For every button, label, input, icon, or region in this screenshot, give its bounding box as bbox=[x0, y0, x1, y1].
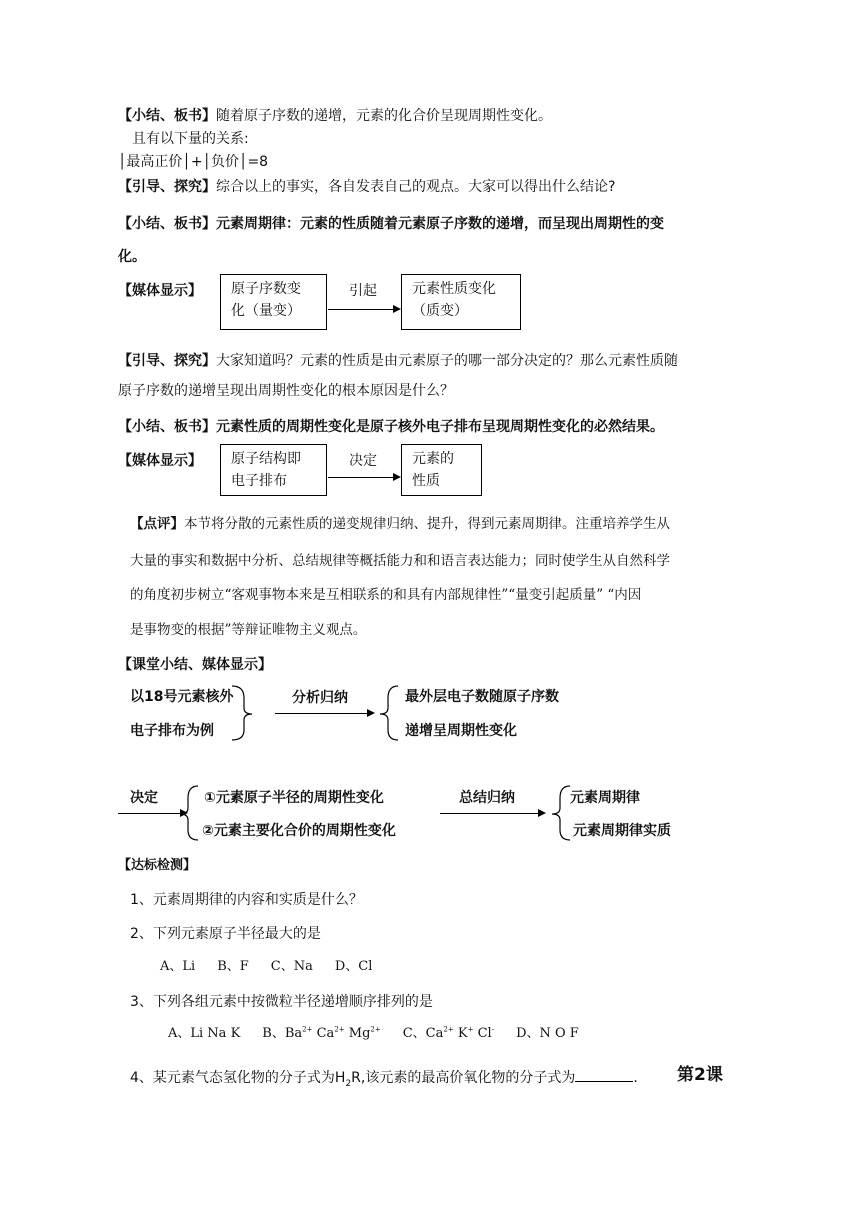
right-line-1: 最外层电子数随原子序数 bbox=[405, 689, 559, 705]
test-tag: 【达标检测】 bbox=[118, 858, 197, 873]
answer-blank[interactable] bbox=[575, 1067, 633, 1082]
effect-box bbox=[401, 274, 521, 330]
left-line-2: 电子排布为例 bbox=[130, 723, 214, 739]
question-4: 4、某元素气态氢化物的分子式为$H_2R$,该元素的最高价氧化物的分子式为 . bbox=[130, 1067, 638, 1088]
result-periodic-law-essence: 元素周期律实质 bbox=[573, 823, 671, 839]
comment-line-3: 的角度初步树立“客观事物本来是互相联系的和具有内部规律性”“量变引起质量” “内因 bbox=[130, 587, 642, 603]
result-item-1: ①元素原子半径的周期性变化 bbox=[204, 790, 384, 806]
effect-box-line-1: 元素性质变化 bbox=[412, 281, 496, 297]
guide-text: 综合以上的事实，各自发表自己的观点。大家可以得出什么结论? bbox=[216, 179, 616, 195]
question-3: 3、下列各组元素中按微粒半径递增顺序排列的是 bbox=[130, 994, 433, 1010]
decide-label: 决定 bbox=[130, 790, 158, 806]
right-brace-icon bbox=[230, 684, 260, 744]
structure-box-line-1: 原子结构即 bbox=[231, 451, 301, 467]
arrow-line bbox=[328, 309, 393, 310]
summary-line-2: 且有以下量的关系: bbox=[132, 131, 249, 147]
structure-box-line-2: 电子排布 bbox=[231, 473, 287, 489]
summary-paragraph-1 bbox=[118, 106, 552, 126]
analyze-label: 分析归纳 bbox=[292, 690, 348, 706]
guide-paragraph-2 bbox=[118, 351, 678, 371]
option-a[interactable]: A、Li bbox=[160, 959, 196, 974]
summary-tag: 【小结、板书】 bbox=[118, 216, 216, 232]
summary-tag: 【小结、板书】 bbox=[118, 419, 216, 435]
result-item-2: ②元素主要化合价的周期性变化 bbox=[202, 823, 396, 839]
effect-box-line-2: （质变） bbox=[412, 303, 468, 319]
summary-tag: 【小结、板书】 bbox=[118, 108, 216, 124]
conclude-label: 总结归纳 bbox=[459, 790, 515, 806]
arrow-line bbox=[328, 477, 393, 478]
structure-box bbox=[220, 444, 327, 496]
guide-tag: 【引导、探究】 bbox=[118, 179, 216, 195]
property-box-line-2: 性质 bbox=[412, 473, 440, 489]
question-3-options bbox=[168, 1025, 579, 1043]
arrow-head-icon bbox=[393, 305, 401, 313]
cause-box-line-1: 原子序数变 bbox=[231, 281, 301, 297]
decide-arrow-line bbox=[118, 813, 180, 814]
arrow-head-icon bbox=[367, 709, 375, 717]
arrow-label: 决定 bbox=[349, 453, 377, 469]
summary-text: 元素性质的周期性变化是原子核外电子排布呈现周期性变化的必然结果。 bbox=[216, 419, 664, 435]
comment-line-1: 【点评】本节将分散的元素性质的递变规律归纳、提升，得到元素周期律。注重培养学生从 bbox=[130, 516, 670, 532]
summary-paragraph-3 bbox=[118, 417, 664, 437]
arrow-line bbox=[275, 713, 367, 714]
comment-tag: 【点评】 bbox=[130, 516, 184, 532]
periodic-law-line-2: 化。 bbox=[118, 249, 146, 265]
option-a[interactable]: A、Li Na K bbox=[168, 1026, 241, 1041]
valence-relation: │最高正价│+│负价│=8 bbox=[118, 154, 269, 170]
left-line-1: 以18号元素核外 bbox=[130, 689, 234, 705]
summary-text: 随着原子序数的递增，元素的化合价呈现周期性变化。 bbox=[216, 108, 552, 124]
property-box bbox=[401, 444, 482, 496]
guide-paragraph-1 bbox=[118, 177, 615, 197]
comment-line-4: 是事物变的根据”等辩证唯物主义观点。 bbox=[130, 622, 367, 638]
summary-paragraph-2 bbox=[118, 214, 664, 234]
option-b[interactable]: B、F bbox=[217, 959, 249, 974]
left-brace-icon bbox=[378, 684, 402, 744]
property-box-line-1: 元素的 bbox=[412, 451, 454, 467]
option-d[interactable]: D、N O F bbox=[516, 1026, 579, 1041]
media-tag: 【媒体显示】 bbox=[118, 283, 202, 299]
comment-line-2: 大量的事实和数据中分析、总结规律等概括能力和和语言表达能力；同时使学生从自然科学 bbox=[130, 553, 670, 569]
class-summary-tag: 【课堂小结、媒体显示】 bbox=[118, 657, 272, 673]
left-brace-icon bbox=[178, 784, 202, 844]
right-line-2: 递增呈周期性变化 bbox=[405, 723, 517, 739]
arrow-head-icon bbox=[538, 809, 546, 817]
option-d[interactable]: D、Cl bbox=[334, 959, 373, 974]
question-2: 2、下列元素原子半径最大的是 bbox=[130, 926, 321, 942]
next-lesson-heading: 第2课 bbox=[677, 1065, 723, 1085]
arrow-line bbox=[440, 813, 538, 814]
media-tag: 【媒体显示】 bbox=[118, 453, 202, 469]
arrow-head-icon bbox=[393, 473, 401, 481]
cause-box bbox=[220, 274, 327, 330]
guide-tag: 【引导、探究】 bbox=[118, 353, 216, 369]
arrow-label: 引起 bbox=[349, 283, 377, 299]
option-b[interactable]: B、$Ba^{2+}$ $Ca^{2+}$ $Mg^{2+}$ bbox=[262, 1025, 381, 1041]
result-periodic-law: 元素周期律 bbox=[570, 790, 640, 806]
question-2-options bbox=[160, 958, 372, 976]
option-c[interactable]: C、$Ca^{2+}$ K+ Cl- bbox=[402, 1025, 495, 1041]
cause-box-line-2: 化（量变） bbox=[231, 303, 301, 319]
periodic-law-text: 元素周期律：元素的性质随着元素原子序数的递增，而呈现出周期性的变 bbox=[216, 216, 664, 232]
option-c[interactable]: C、Na bbox=[270, 959, 313, 974]
guide-text: 大家知道吗？元素的性质是由元素原子的哪一部分决定的？那么元素性质随 bbox=[216, 353, 678, 369]
guide-line-2: 原子序数的递增呈现出周期性变化的根本原因是什么？ bbox=[118, 383, 454, 399]
question-1: 1、元素周期律的内容和实质是什么？ bbox=[130, 892, 363, 908]
